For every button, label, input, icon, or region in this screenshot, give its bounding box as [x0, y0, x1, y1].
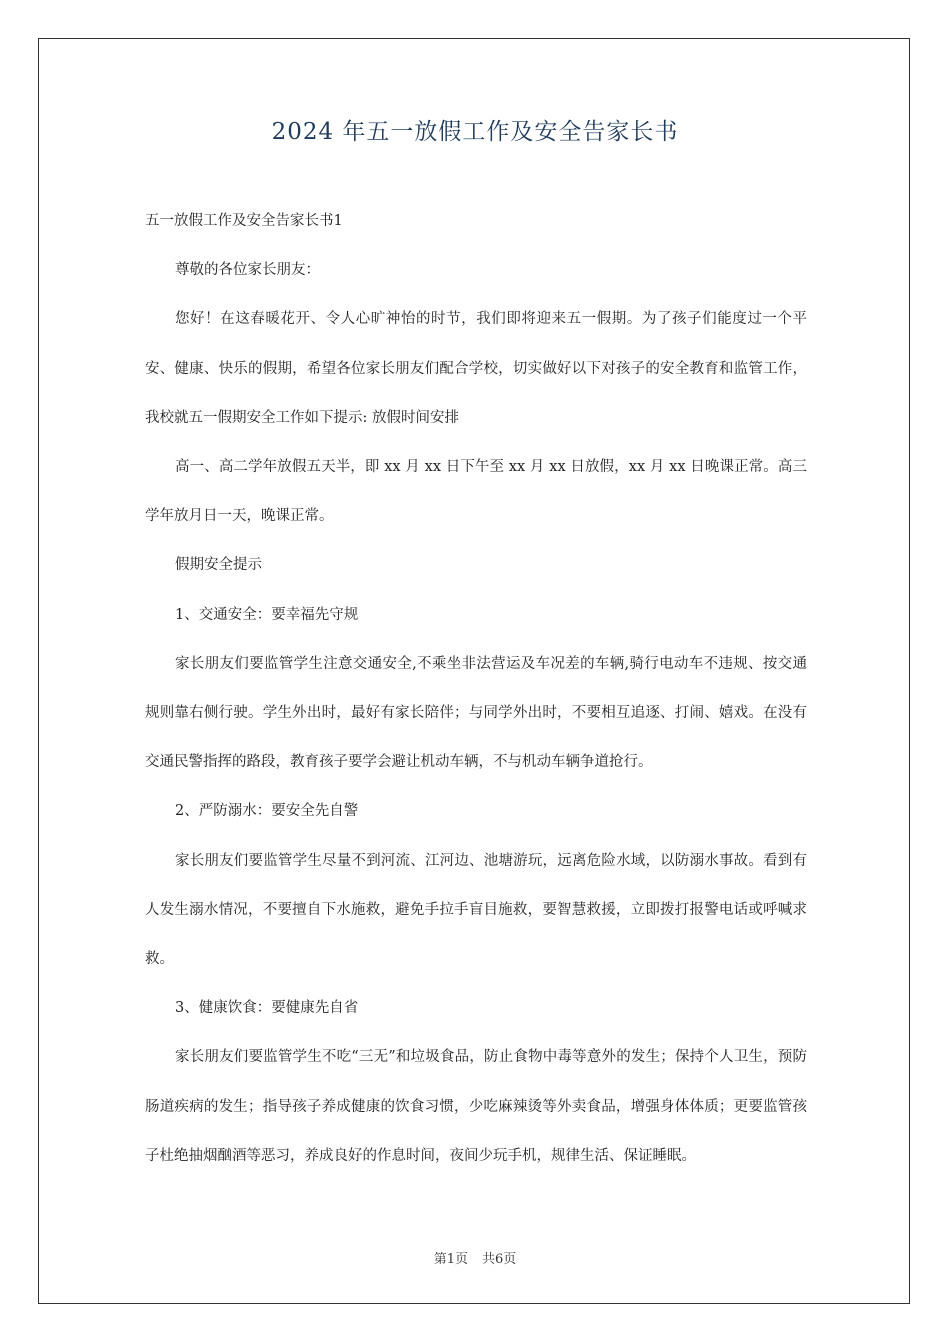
safety-tips-heading: 假期安全提示 [175, 557, 262, 574]
salutation: 尊敬的各位家长朋友： [175, 262, 320, 279]
schedule-paragraph: 高一、高二学年放假五天半，即 xx 月 xx 日下午至 xx 月 xx 日放假，xx 月 xx 日晚课正常。高三学年放月日一天，晚课正常。 [145, 459, 807, 525]
drowning-heading: 2、严防溺水：要安全先自警 [175, 803, 359, 820]
page-footer [0, 1248, 950, 1267]
document-body [145, 197, 807, 1181]
drowning-paragraph: 家长朋友们要监管学生尽量不到河流、江河边、池塘游玩，远离危险水域，以防溺水事故。看到有人发生溺水情况，不要擅自下水施救，避免手拉手盲目施救，要智慧救援，立即拨打报警电话或呼喊求救。 [145, 852, 807, 968]
traffic-safety-paragraph: 家长朋友们要监管学生注意交通安全,不乘坐非法营运及车况差的车辆,骑行电动车不违规、按交通规则靠右侧行驶。学生外出时，最好有家长陪伴；与同学外出时，不要相互追逐、打闹、嬉戏。在没有交通民警指挥的路段，教育孩子要学会避让机动车辆，不与机动车辆争道抢行。 [145, 655, 807, 771]
page-total: 共6页 [482, 1252, 517, 1267]
diet-heading: 3、健康饮食：要健康先自省 [175, 1000, 359, 1017]
intro-paragraph: 您好！在这春暖花开、令人心旷神怡的时节，我们即将迎来五一假期。为了孩子们能度过一个平安、健康、快乐的假期，希望各位家长朋友们配合学校，切实做好以下对孩子的安全教育和监管工作，我校就五一假期安全工作如下提示: 放假时间安排 [145, 311, 807, 426]
section-heading: 五一放假工作及安全告家长书1 [145, 213, 343, 229]
traffic-safety-heading: 1、交通安全：要幸福先守规 [175, 606, 359, 623]
document-title: 2024 年五一放假工作及安全告家长书 [271, 119, 679, 145]
diet-paragraph: 家长朋友们要监管学生不吃“三无”和垃圾食品，防止食物中毒等意外的发生；保持个人卫生，预防肠道疾病的发生；指导孩子养成健康的饮食习惯，少吃麻辣烫等外卖食品，增强身体体质；更要监管孩子杜绝抽烟酗酒等恶习，养成良好的作息时间，夜间少玩手机，规律生活、保证睡眠。 [145, 1049, 807, 1164]
page-number: 第1页 [433, 1252, 468, 1267]
